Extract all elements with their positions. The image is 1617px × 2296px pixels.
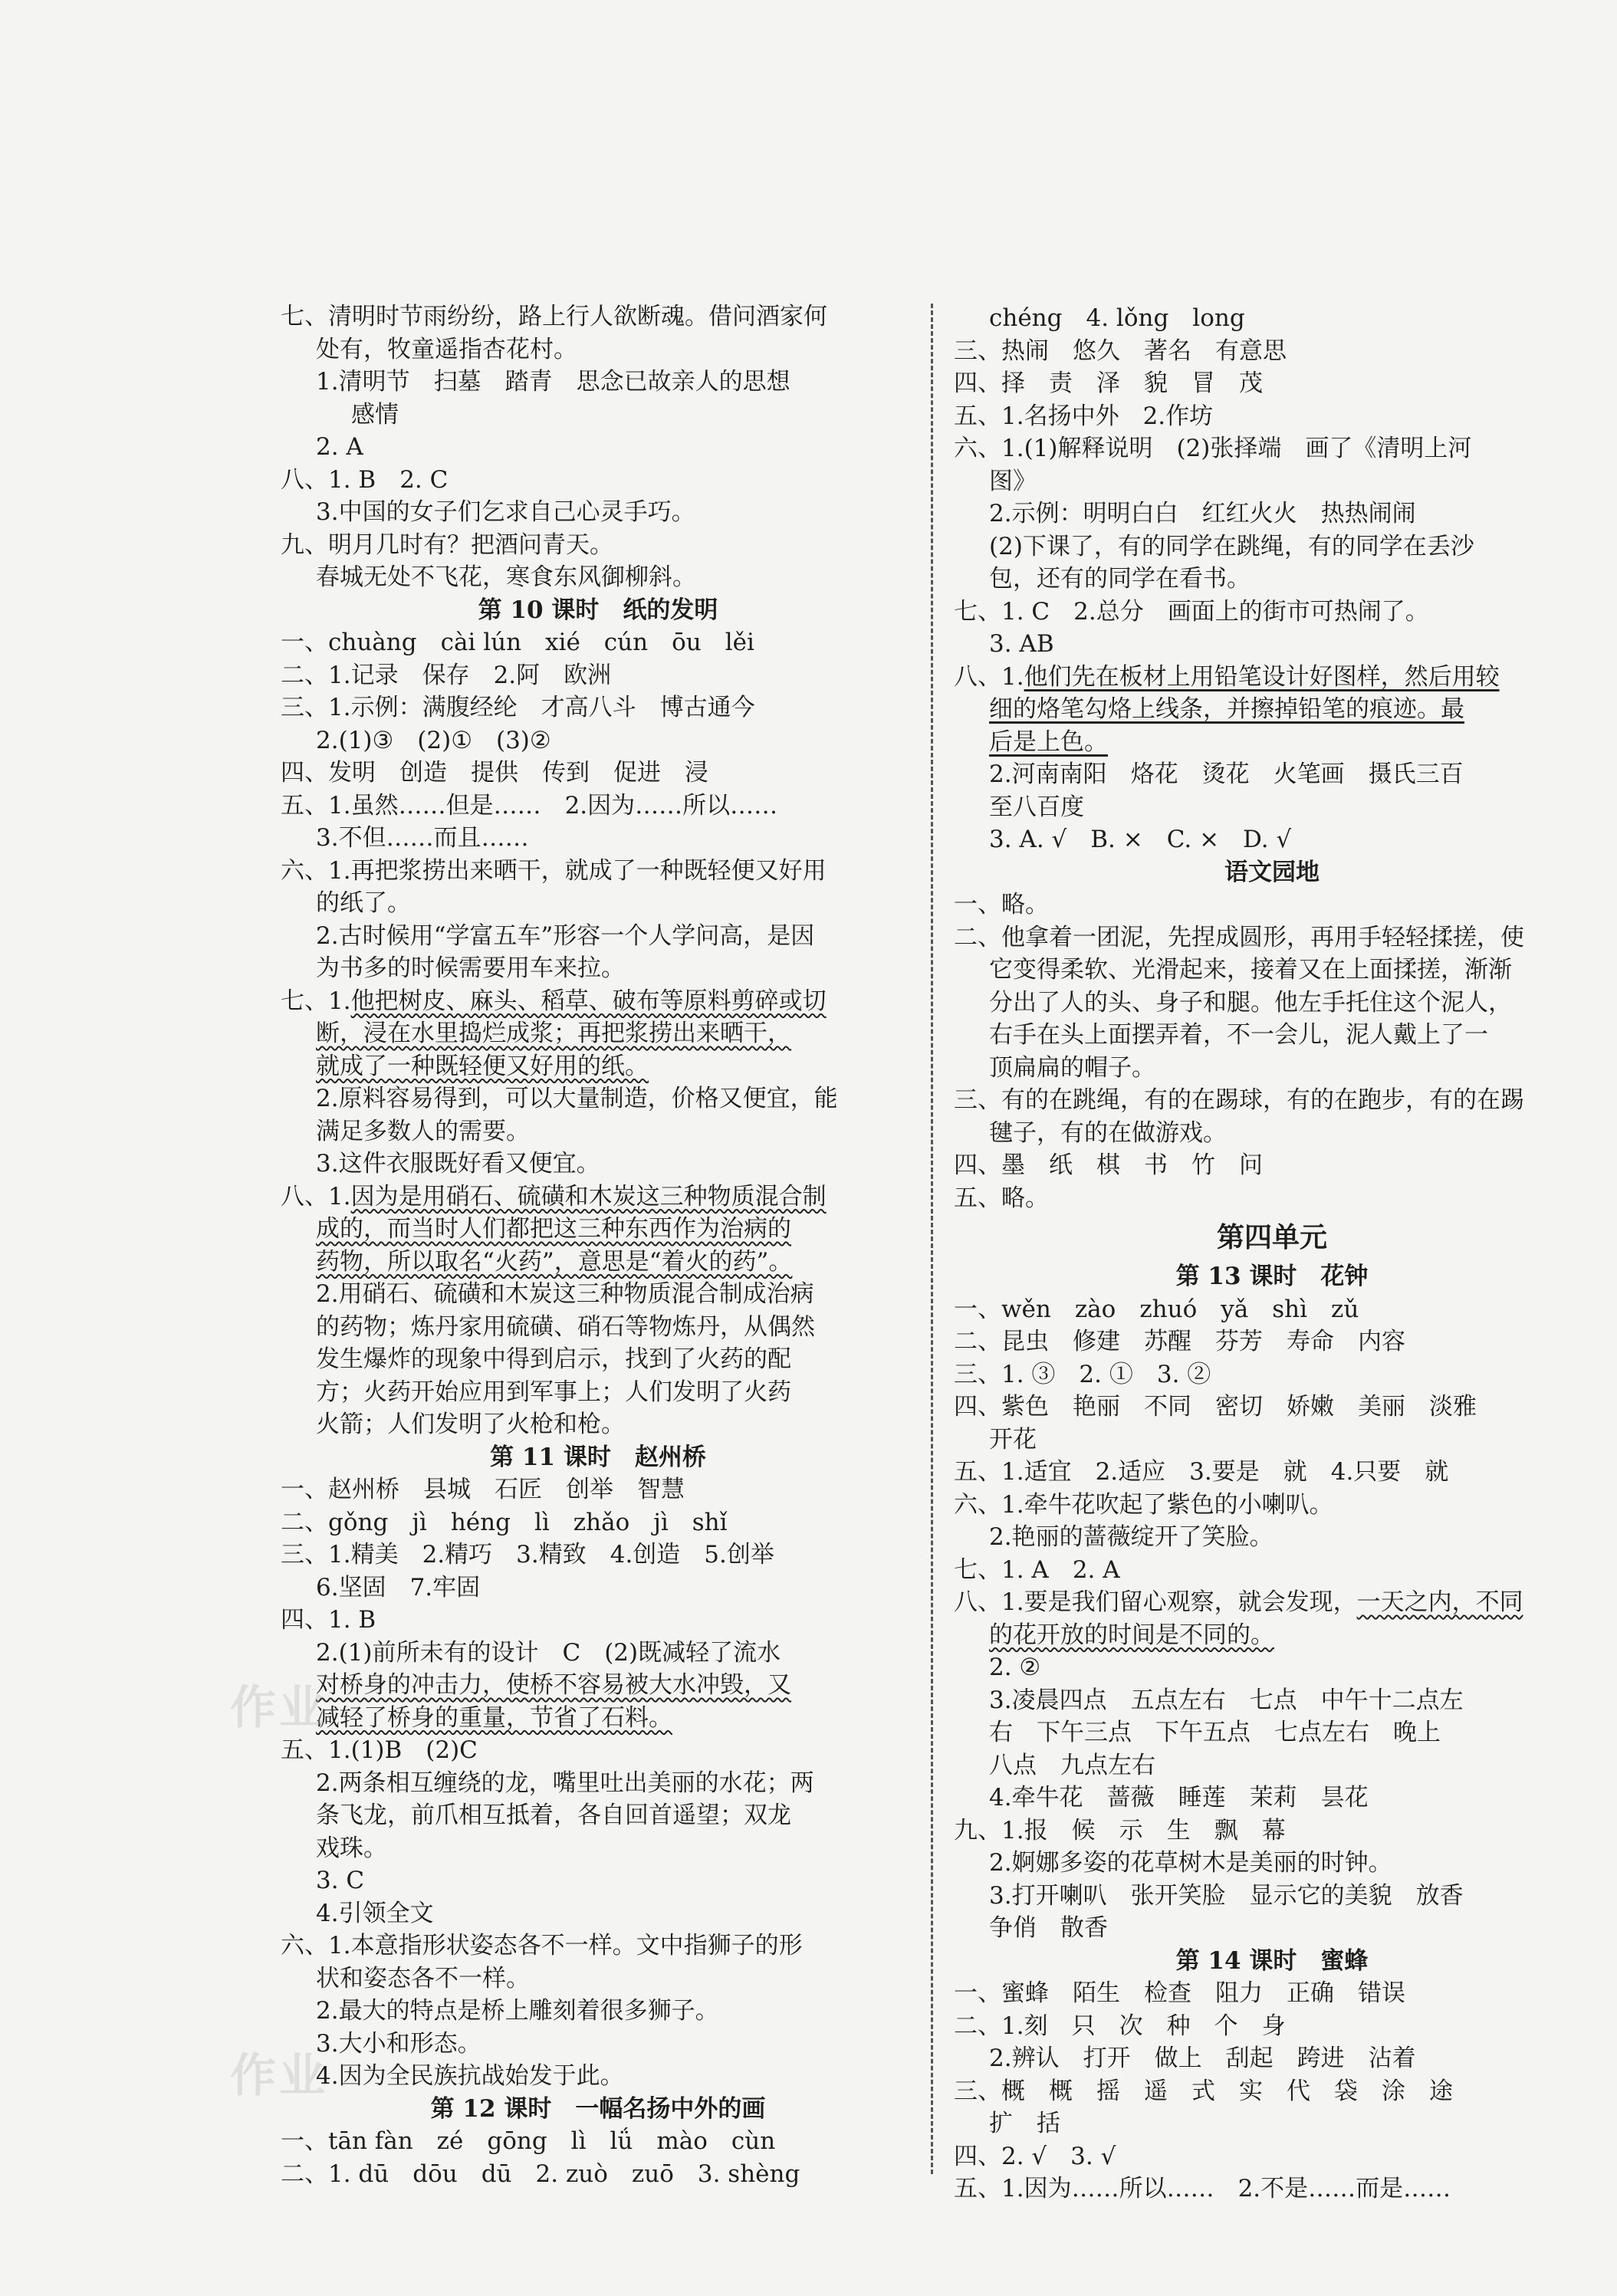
answer-line: 2. A bbox=[316, 433, 363, 461]
answer-line: 四、1. B bbox=[281, 1606, 376, 1634]
watermark: 作业 bbox=[230, 2049, 328, 2103]
answer-line: 春城无处不飞花，寒食东风御柳斜。 bbox=[316, 563, 696, 591]
answer-line: 七、清明时节雨纷纷，路上行人欲断魂。借问酒家何 bbox=[281, 303, 827, 330]
answer-line: 七、1. C 2.总分 画面上的街市可热闹了。 bbox=[954, 597, 1429, 626]
answer-line: 3.中国的女子们乞求自己心灵手巧。 bbox=[316, 498, 695, 526]
answer-line: 四、发明 创造 提供 传到 促进 浸 bbox=[281, 759, 708, 787]
answer-line: 二、1.记录 保存 2.阿 欧洲 bbox=[281, 661, 612, 689]
underlined-text: 细的烙笔勾烙上线条，并擦掉铅笔的痕迹。最 bbox=[989, 695, 1464, 723]
answer-line: 的纸了。 bbox=[316, 889, 411, 917]
answer-line bbox=[281, 1213, 915, 1246]
answer-line: 2. ② bbox=[989, 1654, 1041, 1681]
answer-line: 至八百度 bbox=[989, 793, 1084, 821]
answer-line: 三、1. ③ 2. ① 3. ② bbox=[954, 1360, 1211, 1388]
wavy-underlined-text: 的花开放的时间是不同的。 bbox=[989, 1621, 1274, 1649]
answer-line: 一、tān fàn zé gōng lì lǘ mào cùn bbox=[281, 2127, 776, 2155]
wavy-underlined-text: 因为是用硝石、硫磺和木炭这三种物质混合制 bbox=[350, 1182, 827, 1210]
answer-line: 四、择 责 泽 貌 冒 茂 bbox=[954, 370, 1263, 397]
watermark: 作业 bbox=[230, 1681, 328, 1735]
answer-line: 1.清明节 扫墓 踏青 思念已故亲人的思想 bbox=[316, 368, 790, 396]
right-column bbox=[954, 302, 1590, 2206]
unit-heading: 第四单元 bbox=[1216, 1221, 1327, 1253]
answer-line bbox=[281, 1017, 915, 1050]
answer-line bbox=[954, 693, 1590, 726]
column-divider bbox=[931, 304, 933, 2174]
answer-line: 五、略。 bbox=[954, 1184, 1049, 1212]
answer-line: 二、他拿着一团泥，先捏成圆形，再用手轻轻揉搓，使 bbox=[954, 923, 1524, 951]
answer-line: 五、1.因为……所以…… 2.不是……而是…… bbox=[954, 2175, 1451, 2202]
answer-line: 八、1.他们先在板材上用铅笔设计好图样，然后用较 bbox=[954, 662, 1500, 691]
answer-line: 顶扁扁的帽子。 bbox=[989, 1053, 1155, 1082]
answer-line: 条飞龙，前爪相互抵着，各自回首遥望；双龙 bbox=[316, 1802, 791, 1829]
wavy-underlined-text: 成的，而当时人们都把这三种东西作为治病的 bbox=[316, 1215, 791, 1243]
answer-line: 3.凌晨四点 五点左右 七点 中午十二点左 bbox=[989, 1686, 1464, 1714]
answer-line: 3. C bbox=[316, 1867, 365, 1894]
answer-line: 八、1.要是我们留心观察，就会发现，一天之内，不同 bbox=[954, 1588, 1523, 1616]
answer-line: 五、1.适宜 2.适应 3.要是 就 4.只要 就 bbox=[954, 1458, 1449, 1486]
answer-line: 五、1.(1)B (2)C bbox=[281, 1736, 478, 1764]
answer-line: 三、有的在跳绳，有的在踢球，有的在跑步，有的在踢 bbox=[954, 1086, 1524, 1114]
answer-line: 一、赵州桥 县城 石匠 创举 智慧 bbox=[281, 1476, 685, 1503]
answer-line: 九、1.报 候 示 生 飘 幕 bbox=[954, 1816, 1286, 1844]
answer-line: 3.大小和形态。 bbox=[316, 2029, 481, 2058]
section-heading: 第 12 课时 一幅名扬中外的画 bbox=[430, 2094, 766, 2123]
answer-line: 为书多的时候需要用车来拉。 bbox=[316, 954, 625, 982]
answer-line: 五、1.名扬中外 2.作坊 bbox=[954, 402, 1214, 430]
answer-line: 4.牵牛花 蔷薇 睡莲 茉莉 昙花 bbox=[989, 1784, 1369, 1812]
wavy-underlined-text: 对桥身的冲击力，使桥不容易被大水冲毁，又 bbox=[316, 1671, 791, 1699]
wavy-underlined-text: 他把树皮、麻头、稻草、破布等原料剪碎或切 bbox=[350, 987, 827, 1015]
answer-line: 毽子，有的在做游戏。 bbox=[989, 1118, 1227, 1147]
answer-line bbox=[281, 1702, 915, 1735]
answer-line: 2.艳丽的蔷薇绽开了笑脸。 bbox=[989, 1523, 1274, 1551]
answer-line: 四、紫色 艳丽 不同 密切 娇嫩 美丽 淡雅 bbox=[954, 1393, 1477, 1421]
answer-line: 三、热闹 悠久 著名 有意思 bbox=[954, 337, 1287, 365]
answer-line: 右 下午三点 下午五点 七点左右 晚上 bbox=[989, 1719, 1441, 1746]
wavy-underlined-text: 一天之内，不同 bbox=[1356, 1588, 1523, 1616]
answer-line: 分出了人的头、身子和腿。他左手托住这个泥人， bbox=[989, 988, 1512, 1017]
answer-line: 2.用硝石、硫磺和木炭这三种物质混合制成治病 bbox=[316, 1280, 814, 1308]
answer-line bbox=[954, 726, 1590, 759]
answer-line: 2.河南南阳 烙花 烫花 火笔画 摄氏三百 bbox=[989, 760, 1464, 788]
answer-line: 2.古时候用“学富五车”形容一个人学问高，是因 bbox=[316, 921, 815, 950]
answer-line: 发生爆炸的现象中得到启示，找到了火药的配 bbox=[316, 1345, 791, 1373]
answer-line: 七、1.他把树皮、麻头、稻草、破布等原料剪碎或切 bbox=[281, 987, 827, 1015]
answer-line: 3. AB bbox=[989, 630, 1054, 658]
answer-line: 六、1.(1)解释说明 (2)张择端 画了《清明上河 bbox=[954, 435, 1472, 462]
answer-line: 一、略。 bbox=[954, 891, 1049, 918]
answer-line: 争俏 散香 bbox=[989, 1914, 1108, 1942]
answer-line: 四、2. √ 3. √ bbox=[954, 2142, 1116, 2170]
answer-line: 状和姿态各不一样。 bbox=[316, 1964, 530, 1992]
answer-line: 2.(1)③ (2)① (3)② bbox=[316, 726, 551, 754]
underlined-text: 他们先在板材上用铅笔设计好图样，然后用较 bbox=[1024, 662, 1500, 691]
answer-line: 扩 括 bbox=[989, 2110, 1060, 2137]
answer-line: 图》 bbox=[989, 467, 1037, 495]
wavy-underlined-text: 就成了一种既轻便又好用的纸。 bbox=[316, 1052, 649, 1080]
answer-line: 的药物；炼丹家用硫磺、硝石等物炼丹，从偶然 bbox=[316, 1312, 815, 1341]
answer-line: 八点 九点左右 bbox=[989, 1751, 1155, 1779]
answer-line: 六、1.再把浆捞出来晒干，就成了一种既轻便又好用 bbox=[281, 856, 827, 885]
answer-line: 六、1.牵牛花吹起了紫色的小喇叭。 bbox=[954, 1490, 1333, 1519]
answer-line: chéng 4. lǒng long bbox=[989, 304, 1245, 332]
answer-line: 方；火药开始应用到军事上；人们发明了火药 bbox=[316, 1378, 791, 1406]
answer-line: 2.最大的特点是桥上雕刻着很多狮子。 bbox=[316, 1997, 719, 2025]
answer-line: 开花 bbox=[989, 1425, 1037, 1453]
answer-line: 3. A. √ B. × C. × D. √ bbox=[989, 826, 1292, 853]
answer-line bbox=[954, 1619, 1590, 1652]
answer-line: 八、1. B 2. C bbox=[281, 465, 449, 494]
answer-line: 一、wěn zào zhuó yǎ shì zǔ bbox=[954, 1295, 1359, 1323]
answer-line: 火箭；人们发明了火枪和枪。 bbox=[316, 1411, 625, 1438]
answer-line: 二、gǒng jì héng lì zhǎo jì shǐ bbox=[281, 1508, 728, 1536]
answer-line: 2.婀娜多姿的花草树木是美丽的时钟。 bbox=[989, 1849, 1392, 1877]
section-heading: 第 11 课时 赵州桥 bbox=[490, 1443, 706, 1471]
answer-line: 2.原料容易得到，可以大量制造，价格又便宜，能 bbox=[316, 1085, 838, 1112]
wavy-underlined-text: 减轻了桥身的重量，节省了石料。 bbox=[316, 1703, 672, 1732]
underlined-text: 后是上色。 bbox=[989, 728, 1108, 756]
answer-line: 包，还有的同学在看书。 bbox=[989, 565, 1251, 593]
answer-line: 2.两条相互缠绕的龙，嘴里吐出美丽的水花；两 bbox=[316, 1769, 814, 1797]
answer-line: 四、墨 纸 棋 书 竹 问 bbox=[954, 1151, 1263, 1179]
answer-line: 五、1.虽然……但是…… 2.因为……所以…… bbox=[281, 791, 778, 820]
answer-line bbox=[281, 1669, 915, 1702]
answer-line: 2.辨认 打开 做上 刮起 跨进 沾着 bbox=[989, 2045, 1416, 2072]
answer-line: 九、明月几时有？把酒问青天。 bbox=[281, 530, 613, 559]
answer-line: 二、1.刻 只 次 种 个 身 bbox=[954, 2012, 1286, 2040]
answer-line: 处有，牧童遥指杏花村。 bbox=[316, 335, 577, 363]
answer-line: 七、1. A 2. A bbox=[954, 1555, 1120, 1584]
answer-line: 戏珠。 bbox=[316, 1834, 387, 1862]
answer-line: 它变得柔软、光滑起来，接着又在上面揉搓，渐渐 bbox=[989, 956, 1512, 984]
answer-line: 三、概 概 摇 遥 式 实 代 袋 涂 途 bbox=[954, 2077, 1453, 2105]
answer-line bbox=[281, 1246, 915, 1279]
section-heading: 第 13 课时 花钟 bbox=[1175, 1263, 1369, 1290]
answer-line: 满足多数人的需要。 bbox=[316, 1117, 530, 1145]
section-heading: 第 14 课时 蜜蜂 bbox=[1175, 1946, 1369, 1975]
answer-line: 八、1.因为是用硝石、硫磺和木炭这三种物质混合制 bbox=[281, 1182, 827, 1210]
left-column bbox=[281, 301, 915, 2190]
answer-line: 2.(1)前所未有的设计 C (2)既减轻了流水 bbox=[316, 1638, 781, 1667]
section-heading: 第 10 课时 纸的发明 bbox=[478, 596, 718, 624]
answer-line: 二、1. dū dōu dū 2. zuò zuō 3. shèng bbox=[281, 2160, 800, 2188]
wavy-underlined-text: 药物，所以取名“火药”，意思是“着火的药”。 bbox=[316, 1247, 793, 1276]
answer-line: 3.不但……而且…… bbox=[316, 824, 529, 852]
answer-line bbox=[281, 1050, 915, 1083]
answer-line: 4.引领全文 bbox=[316, 1899, 434, 1927]
answer-line: 一、chuàng cài lún xié cún ōu lěi bbox=[281, 629, 754, 656]
answer-line: 二、昆虫 修建 苏醒 芬芳 寿命 内容 bbox=[954, 1328, 1405, 1355]
answer-line: 三、1.精美 2.精巧 3.精致 4.创造 5.创举 bbox=[281, 1541, 774, 1568]
answer-line: (2)下课了，有的同学在跳绳，有的同学在丢沙 bbox=[989, 532, 1474, 560]
answer-line: 6.坚固 7.牢固 bbox=[316, 1573, 481, 1601]
answer-line: 感情 bbox=[351, 400, 399, 429]
section-heading: 语文园地 bbox=[1224, 858, 1320, 886]
answer-line: 3.这件衣服既好看又便宜。 bbox=[316, 1150, 600, 1178]
wavy-underlined-text: 断，浸在水里捣烂成浆；再把浆捞出来晒干， bbox=[316, 1020, 791, 1047]
answer-line: 2.示例：明明白白 红红火火 热热闹闹 bbox=[989, 500, 1416, 527]
answer-line: 六、1.本意指形状姿态各不一样。文中指狮子的形 bbox=[281, 1932, 803, 1959]
answer-line: 4.因为全民族抗战始发于此。 bbox=[316, 2062, 624, 2090]
answer-line: 三、1.示例：满腹经纶 才高八斗 博古通今 bbox=[281, 694, 755, 721]
answer-line: 右手在头上面摆弄着，不一会儿，泥人戴上了一 bbox=[989, 1021, 1488, 1049]
answer-line: 一、蜜蜂 陌生 检查 阻力 正确 错误 bbox=[954, 1979, 1405, 2007]
answer-line: 3.打开喇叭 张开笑脸 显示它的美貌 放香 bbox=[989, 1881, 1464, 1910]
